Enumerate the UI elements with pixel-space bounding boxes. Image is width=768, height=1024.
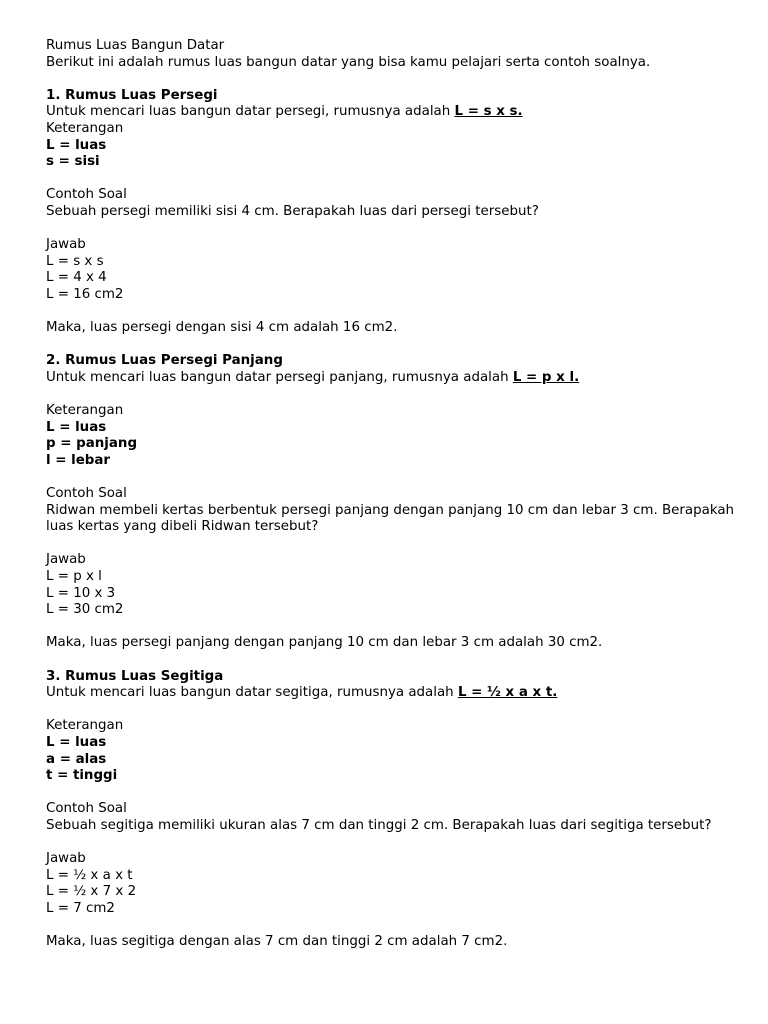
contoh-label: Contoh Soal: [46, 801, 127, 817]
contoh-text: Ridwan membeli kertas berbentuk persegi panjang dengan panjang 10 cm dan lebar 3 cm. Berapakah luas kertas yang dibeli Ridwan tersebut?: [46, 502, 739, 535]
spacer: [46, 785, 736, 802]
jawab-label: Jawab: [46, 552, 86, 568]
section-persegi: [46, 88, 736, 354]
jawab-line: L = 10 x 3: [46, 585, 116, 601]
spacer: [46, 337, 736, 354]
section-heading: 2. Rumus Luas Persegi Panjang: [46, 353, 283, 369]
spacer: [46, 386, 736, 403]
document-page: [46, 38, 739, 951]
contoh-label: Contoh Soal: [46, 187, 127, 203]
contoh-text: Sebuah persegi memiliki sisi 4 cm. Berapakah luas dari persegi tersebut?: [46, 203, 539, 219]
formula-intro: Untuk mencari luas bangun datar persegi panjang, rumusnya adalah: [46, 369, 513, 385]
spacer: [46, 619, 736, 636]
spacer: [46, 221, 736, 238]
conclusion: Maka, luas persegi dengan sisi 4 cm adalah 16 cm2.: [46, 320, 398, 336]
keterangan-item: L = luas: [46, 137, 107, 153]
jawab-line: L = 16 cm2: [46, 286, 124, 302]
jawab-line: L = 7 cm2: [46, 900, 115, 916]
formula-intro: Untuk mencari luas bangun datar segitiga, rumusnya adalah: [46, 685, 458, 701]
spacer: [46, 171, 736, 188]
spacer: [46, 917, 736, 934]
spacer: [46, 652, 736, 669]
jawab-line: L = 30 cm2: [46, 602, 124, 618]
keterangan-item: l = lebar: [46, 452, 111, 468]
keterangan-item: t = tinggi: [46, 768, 118, 784]
formula: L = ½ x a x t.: [457, 685, 558, 701]
section-segitiga: [46, 669, 736, 951]
keterangan-item: L = luas: [46, 734, 107, 750]
section-heading: 1. Rumus Luas Persegi: [46, 87, 218, 103]
conclusion: Maka, luas persegi panjang dengan panjang 10 cm dan lebar 3 cm adalah 30 cm2.: [46, 635, 603, 651]
formula: L = p x l.: [512, 369, 580, 385]
keterangan-item: L = luas: [46, 419, 107, 435]
keterangan-label: Keterangan: [46, 718, 124, 734]
section-persegi-panjang: [46, 353, 739, 668]
jawab-line: L = p x l: [46, 569, 102, 584]
jawab-label: Jawab: [46, 851, 86, 867]
spacer: [46, 702, 736, 719]
contoh-label: Contoh Soal: [46, 486, 127, 502]
formula-intro: Untuk mencari luas bangun datar persegi, rumusnya adalah: [46, 104, 455, 120]
formula-statement: [46, 104, 736, 121]
conclusion: Maka, luas segitiga dengan alas 7 cm dan tinggi 2 cm adalah 7 cm2.: [46, 934, 508, 950]
keterangan-item: s = sisi: [46, 154, 100, 170]
spacer: [46, 71, 736, 88]
formula: L = s x s.: [454, 104, 523, 120]
section-heading: 3. Rumus Luas Segitiga: [46, 668, 224, 684]
keterangan-item: p = panjang: [46, 436, 138, 452]
spacer: [46, 304, 736, 321]
document-title: Rumus Luas Bangun Datar: [46, 38, 225, 53]
contoh-text: Sebuah segitiga memiliki ukuran alas 7 cm dan tinggi 2 cm. Berapakah luas dari segitiga tersebut?: [46, 817, 712, 833]
document-description: Berikut ini adalah rumus luas bangun datar yang bisa kamu pelajari serta contoh soalnya.: [46, 54, 651, 70]
formula-statement: [46, 685, 736, 702]
spacer: [46, 835, 736, 852]
jawab-label: Jawab: [46, 237, 86, 253]
spacer: [46, 536, 736, 553]
jawab-line: L = ½ x 7 x 2: [46, 884, 137, 900]
formula-statement: [46, 370, 736, 387]
jawab-line: L = s x s: [46, 253, 104, 269]
keterangan-label: Keterangan: [46, 120, 124, 136]
keterangan-item: a = alas: [46, 751, 107, 767]
keterangan-label: Keterangan: [46, 403, 124, 419]
spacer: [46, 469, 736, 486]
jawab-line: L = ½ x a x t: [46, 867, 133, 883]
jawab-line: L = 4 x 4: [46, 270, 107, 286]
